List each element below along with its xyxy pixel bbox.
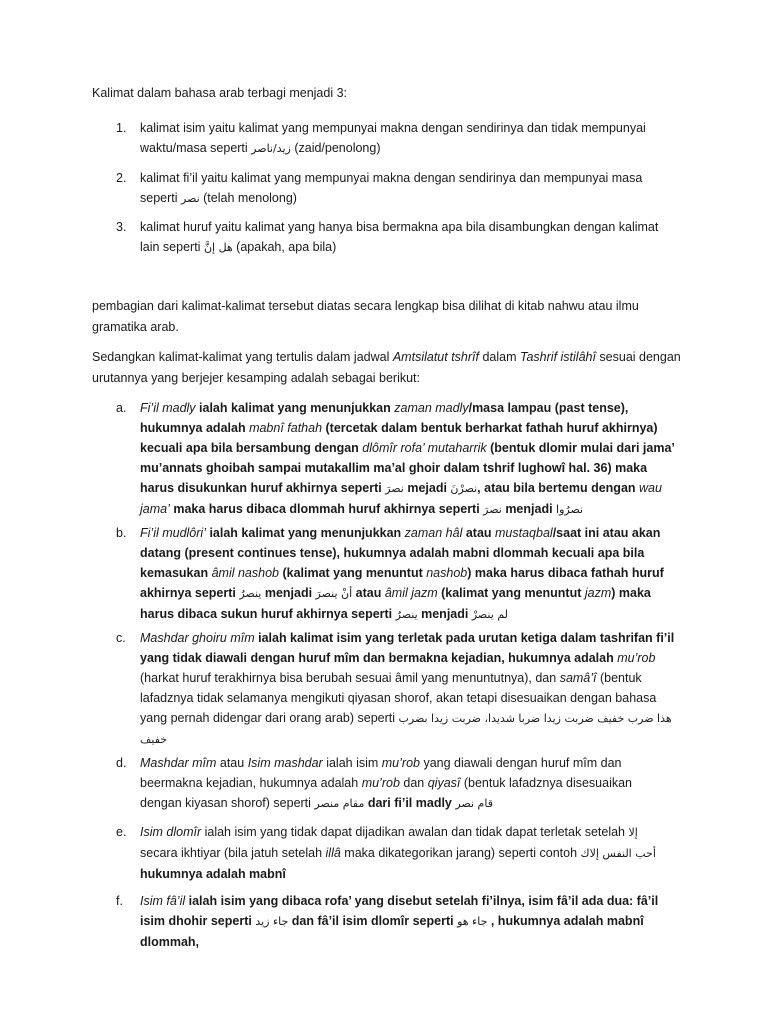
- list-item-d: d. Mashdar mîm atau Isim mashdar ialah isim mu’rob yang diawali dengan huruf mîm dan beermakna kejadian, hukumnya adalah mu’rob dan qiyasî (bentuk lafadznya disesuaikan dengan kiyasan shorof) seperti مقام منصر dari fi’il madly قام نصر: [116, 753, 676, 814]
- list-marker: b.: [116, 526, 127, 540]
- arabic-text: جاء زيد: [255, 915, 289, 928]
- arabic-text: جاء هو: [457, 915, 488, 928]
- arabic-text: إلا: [628, 826, 638, 839]
- arabic-text: نصرَ: [385, 482, 404, 495]
- arabic-text: نصرْنَ: [450, 482, 478, 495]
- list-item-e: e. Isim dlomîr ialah isim yang tidak dapat dijadikan awalan dan tidak dapat terletak setelah إلا secara ikhtiyar (bila jatuh setelah illâ maka dikategorikan jarang) seperti contoh أحب النفس إلاك hukumnya adalah mabnî: [116, 822, 676, 884]
- list-marker: a.: [116, 401, 127, 415]
- arabic-text: نصرَ: [483, 503, 502, 516]
- list-item-b: b. Fi’il mudlôri’ ialah kalimat yang menunjukkan zaman hâl atau mustaqbal/saat ini atau akan datang (present continues tense), hukumnya adalah mabni dlommah kecuali apa bila kemasukan âmil nashob (kalimat yang menuntut nashob) maka harus dibaca fathah huruf akhirnya seperti ينصرُ menjadi أنْ ينصرَ atau âmil jazm (kalimat yang menuntut jazm) maka harus dibaca sukun huruf akhirnya seperti ينصرُ menjadi لم ينصرْ: [116, 523, 676, 625]
- list-marker: 2.: [116, 171, 127, 185]
- arabic-text: نصر: [181, 192, 200, 205]
- list-item-c: c. Mashdar ghoiru mîm ialah kalimat isim yang terletak pada urutan ketiga dalam tashrifan fi’il yang tidak diawali dengan huruf mîm dan bermakna kejadian, hukumnya adalah mu’rob (harkat huruf terakhirnya bisa berubah sesuai âmil yang menuntutnya), dan samâ’î (bentuk lafadznya tidak selamanya mengikuti qiyasan shorof, akan tetapi disesuaikan dengan bahasa yang pernah didengar dari orang arab) seperti هذا ضرب خفيف ضربت زيدا ضربا شديدا، ضربت زيدا بضرب خفيف: [116, 628, 676, 750]
- paragraph-pembagian: pembagian dari kalimat-kalimat tersebut diatas secara lengkap bisa dilihat di kitab nahwu atau ilmu gramatika arab.: [92, 299, 639, 334]
- arabic-text: ينصرُ: [239, 587, 262, 600]
- list-marker: 1.: [116, 121, 127, 135]
- arabic-text: ضربت زيدا ضربا شديدا، ضربت زيدا بضرب خفيف: [140, 712, 594, 746]
- numbered-item-1: 1. kalimat isim yaitu kalimat yang mempunyai makna dengan sendirinya dan tidak mempunyai waktu/masa seperti زيد/ناصر (zaid/penolong): [116, 118, 676, 159]
- numbered-item-2: 2. kalimat fi’il yaitu kalimat yang mempunyai makna dengan sendirinya dan mempunyai masa seperti نصر (telah menolong): [116, 168, 676, 209]
- list-marker: e.: [116, 825, 127, 839]
- list-marker: d.: [116, 756, 127, 770]
- arabic-text: زيد/ناصر: [251, 142, 291, 155]
- arabic-text: هل إنَّ: [203, 241, 233, 254]
- arabic-text: أحب النفس إلاك: [580, 847, 656, 860]
- list-item-a: a. Fi’il madly ialah kalimat yang menunjukkan zaman madly/masa lampau (past tense), hukumnya adalah mabnî fathah (tercetak dalam bentuk berharkat fathah huruf akhirnya) kecuali apa bila bersambung dengan dlômîr rofa’ mutaharrik (bentuk dlomir mulai dari jama’ mu’annats ghoibah sampai mutakallim ma’al ghoir dalam tshrif lughowî hal. 36) maka harus disukunkan huruf akhirnya seperti نصرَ mejadi نصرْنَ, atau bila bertemu dengan wau jama’ maka harus dibaca dlommah huruf akhirnya seperti نصرَ menjadi نصرُوا: [116, 398, 676, 520]
- arabic-text: هذا ضرب خفيف: [597, 712, 672, 725]
- arabic-text: نصرُوا: [556, 503, 584, 516]
- arabic-text: ينصرُ: [395, 608, 418, 621]
- paragraph-sedangkan: Sedangkan kalimat-kalimat yang tertulis dalam jadwal Amtsilatut tshrîf dalam Tashrif istilâhî sesuai dengan urutannya yang berjejer kesamping adalah sebagai berikut:: [92, 350, 681, 385]
- list-marker: 3.: [116, 220, 127, 234]
- list-marker: c.: [116, 631, 126, 645]
- numbered-item-3: 3. kalimat huruf yaitu kalimat yang hanya bisa bermakna apa bila disambungkan dengan kalimat lain seperti هل إنَّ (apakah, apa bila): [116, 217, 676, 258]
- arabic-text: أنْ ينصرَ: [315, 587, 353, 600]
- list-marker: f.: [116, 894, 123, 908]
- intro-line: Kalimat dalam bahasa arab terbagi menjadi 3:: [92, 86, 348, 100]
- arabic-text: مقام منصر: [314, 797, 365, 810]
- list-item-f: f. Isim fâ’il ialah isim yang dibaca rofa’ yang disebut setelah fi’ilnya, isim fâ’il ada dua: fâ’il isim dhohir seperti جاء زيد dan fâ’il isim dlomîr seperti جاء هو , hukumnya adalah mabnî dlommah,: [116, 891, 676, 952]
- arabic-text: قام نصر: [455, 797, 493, 810]
- arabic-text: لم ينصرْ: [471, 608, 508, 621]
